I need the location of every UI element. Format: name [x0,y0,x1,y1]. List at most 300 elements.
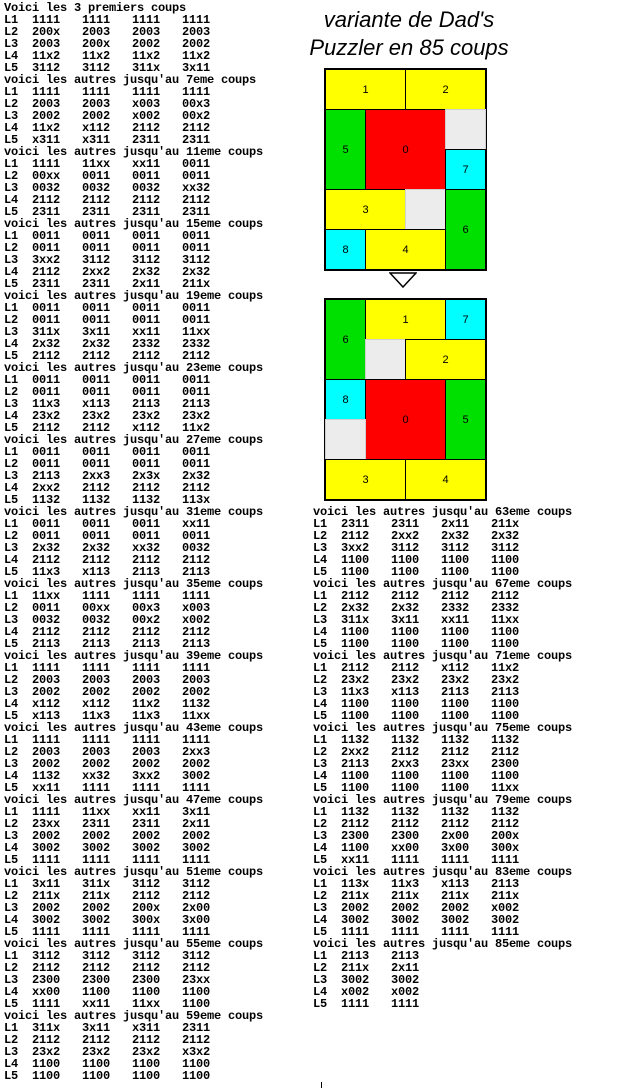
row-state: 11xx [82,805,111,819]
row-state: 3112 [441,541,470,555]
block-header: voici les autres jusqu'au 39eme coups [4,649,264,663]
row-state: 3x11 [82,1021,111,1035]
row-state: 2300 [341,829,370,843]
row-state: x112 [82,121,111,135]
row-state: 1111 [182,781,211,795]
row-state: 1100 [341,841,370,855]
row-state: 2112 [182,553,211,567]
row-state: 2003 [32,673,61,687]
row-state: 0032 [82,181,111,195]
row-label: L5 [313,997,328,1011]
row-state: 2x32 [491,529,520,543]
row-state: 11x2 [491,661,520,675]
row-label: L4 [4,337,19,351]
row-state: 2x32 [32,541,61,555]
row-label: L3 [4,757,19,771]
row-state: 311x [82,877,111,891]
row-state: 1111 [82,13,111,27]
row-label: L1 [4,445,19,459]
row-state: 11x3 [391,877,420,891]
row-state: 311x [341,613,370,627]
row-state: 11x2 [182,421,211,435]
row-state: 0011 [82,301,111,315]
row-label: L5 [4,421,19,435]
row-state: 2002 [132,829,161,843]
row-state: 2x11 [391,961,420,975]
row-state: 0011 [132,445,161,459]
row-state: 2112 [82,1033,111,1047]
row-state: 311x [132,61,161,75]
row-label: L4 [313,913,328,927]
row-label: L3 [4,109,19,123]
row-state: x112 [82,697,111,711]
row-state: 2x32 [182,469,211,483]
row-label: L5 [313,925,328,939]
move-block [4,1010,263,1082]
row-state: 3x11 [32,877,61,891]
row-label: L3 [313,685,328,699]
move-block [4,434,263,506]
row-label: L2 [313,745,328,759]
row-state: 2112 [391,745,420,759]
row-state: 1100 [491,553,520,567]
row-state: 2002 [132,685,161,699]
row-state: 00xx [82,601,111,615]
row-state: 2311 [82,277,111,291]
row-state: 2113 [182,397,211,411]
row-label: L2 [4,1033,19,1047]
row-label: L1 [4,373,19,387]
row-state: 3x11 [182,61,211,75]
row-state: 1111 [32,13,61,27]
row-label: L2 [4,961,19,975]
row-label: L1 [313,805,328,819]
row-label: L2 [313,961,328,975]
row-state: 1132 [32,769,61,783]
row-state: 3112 [182,877,211,891]
row-state: 1100 [391,697,420,711]
row-state: 0011 [132,373,161,387]
row-state: 0011 [32,529,61,543]
row-state: 0011 [132,301,161,315]
row-state: x002 [341,985,370,999]
row-state: 2112 [341,661,370,675]
board-start-position [324,68,487,271]
row-label: L2 [4,673,19,687]
row-state: 2002 [182,685,211,699]
block-header: voici les autres jusqu'au 7eme coups [4,73,257,87]
row-state: 1100 [341,781,370,795]
row-state: x003 [132,97,161,111]
row-state: 23x2 [341,673,370,687]
row-state: 3x00 [182,913,211,927]
row-state: 2xx2 [391,529,420,543]
row-state: 2003 [182,25,211,39]
row-state: 2002 [82,685,111,699]
row-state: 1100 [82,1069,111,1083]
piece-0: 0 [365,379,446,460]
row-label: L4 [4,481,19,495]
row-state: 2002 [341,901,370,915]
row-state: xx00 [32,985,61,999]
row-label: L1 [4,949,19,963]
row-state: 3002 [182,769,211,783]
row-state: 3002 [82,913,111,927]
row-state: 211x [441,889,470,903]
row-state: 2332 [441,601,470,615]
row-label: L5 [4,493,19,507]
row-state: 23xx [182,973,211,987]
row-state: 2113 [32,637,61,651]
row-label: L2 [313,817,328,831]
row-state: 3112 [182,253,211,267]
row-label: L4 [4,841,19,855]
row-state: 1100 [441,709,470,723]
row-state: 2112 [32,625,61,639]
block-header: voici les autres jusqu'au 19eme coups [4,289,264,303]
row-state: 1100 [441,553,470,567]
board-row-line [4,1070,263,1082]
row-state: 11x3 [341,685,370,699]
block-header: voici les autres jusqu'au 85eme coups [313,937,573,951]
row-state: 2xx3 [182,745,211,759]
row-state: 1100 [132,1069,161,1083]
row-label: L4 [4,193,19,207]
row-state: 1100 [441,565,470,579]
row-state: 1132 [491,805,520,819]
row-state: 0011 [82,385,111,399]
row-state: 3002 [182,841,211,855]
row-state: 300x [491,841,520,855]
row-state: 3112 [132,949,161,963]
move-block [4,650,263,722]
row-state: 0011 [82,517,111,531]
row-state: 23x2 [132,409,161,423]
row-state: 2112 [132,349,161,363]
row-label: L3 [4,37,19,51]
row-label: L2 [4,529,19,543]
row-state: 2311 [391,517,420,531]
row-state: 0011 [182,301,211,315]
move-block [313,650,572,722]
row-state: 2112 [491,589,520,603]
row-state: 1111 [132,925,161,939]
piece-6: 6 [325,299,366,380]
row-state: 23xx [441,757,470,771]
row-state: 2311 [182,205,211,219]
row-state: 3002 [82,841,111,855]
row-state: 1100 [391,781,420,795]
row-state: 0011 [82,457,111,471]
block-header: voici les autres jusqu'au 11eme coups [4,145,264,159]
row-state: x002 [491,901,520,915]
row-state: 11x2 [82,49,111,63]
page-title [298,6,520,62]
row-state: xx32 [132,541,161,555]
move-block [313,938,572,1010]
row-state: 0011 [182,229,211,243]
block-header: voici les autres jusqu'au 47eme coups [4,793,264,807]
row-state: 2112 [341,589,370,603]
row-state: 2311 [82,205,111,219]
row-label: L4 [4,625,19,639]
row-state: 1100 [391,709,420,723]
row-state: 2112 [132,1033,161,1047]
row-state: x113 [32,709,61,723]
row-state: 2112 [132,889,161,903]
move-block [4,362,263,434]
piece-5: 5 [445,379,486,460]
row-state: 3112 [82,253,111,267]
row-state: 2112 [441,745,470,759]
row-state: 1100 [391,565,420,579]
row-state: 1100 [391,769,420,783]
row-state: 2002 [32,109,61,123]
row-state: 113x [182,493,211,507]
row-state: 2002 [82,901,111,915]
row-state: 2xx2 [341,745,370,759]
row-label: L3 [4,1045,19,1059]
row-label: L4 [4,1057,19,1071]
row-state: 0011 [82,229,111,243]
row-state: 23x2 [391,673,420,687]
row-state: 2003 [32,37,61,51]
row-state: 3002 [32,841,61,855]
block-header: voici les autres jusqu'au 83eme coups [313,865,573,879]
row-state: 3002 [341,913,370,927]
row-state: 200x [132,901,161,915]
row-state: 1111 [182,853,211,867]
row-state: 2112 [182,481,211,495]
row-state: 3112 [132,877,161,891]
row-state: x113 [441,877,470,891]
row-label: L3 [313,541,328,555]
block-header: voici les autres jusqu'au 15eme coups [4,217,264,231]
row-state: 2x32 [132,265,161,279]
row-state: 1100 [441,781,470,795]
row-state: 1100 [491,625,520,639]
row-state: 2113 [491,877,520,891]
row-state: 1111 [491,853,520,867]
row-label: L3 [4,829,19,843]
row-state: 2113 [391,949,420,963]
row-state: 2112 [32,193,61,207]
row-state: 1111 [32,85,61,99]
row-label: L1 [313,733,328,747]
row-state: xx11 [132,157,161,171]
row-state: 2112 [82,553,111,567]
row-state: 1111 [32,733,61,747]
row-state: 0011 [32,301,61,315]
row-state: 11x3 [132,709,161,723]
row-state: 1100 [341,709,370,723]
row-state: 2300 [391,829,420,843]
row-state: 1111 [132,589,161,603]
row-state: 1111 [82,85,111,99]
row-state: 1132 [391,733,420,747]
empty-cell [325,419,366,460]
row-state: 2311 [32,277,61,291]
row-state: 1132 [441,805,470,819]
row-state: 0032 [32,181,61,195]
row-state: 2003 [82,673,111,687]
row-state: 3002 [132,841,161,855]
move-block [4,866,263,938]
row-state: 3002 [491,913,520,927]
row-label: L4 [313,625,328,639]
row-state: 1132 [491,733,520,747]
row-state: 1100 [391,637,420,651]
row-label: L2 [4,169,19,183]
row-label: L1 [4,229,19,243]
row-state: 3002 [341,973,370,987]
row-label: L3 [4,397,19,411]
row-state: 2112 [441,589,470,603]
block-header: voici les autres jusqu'au 27eme coups [4,433,264,447]
row-state: 1111 [132,13,161,27]
row-state: 211x [341,889,370,903]
row-state: 2xx2 [82,265,111,279]
row-state: 1111 [132,661,161,675]
row-state: 2113 [341,949,370,963]
row-state: 3112 [82,61,111,75]
row-state: 311x [32,325,61,339]
row-label: L4 [4,697,19,711]
row-label: L4 [4,265,19,279]
row-state: 0011 [182,385,211,399]
row-state: 2112 [182,121,211,135]
row-state: 1100 [132,985,161,999]
row-state: 1111 [182,13,211,27]
row-state: 211x [182,277,211,291]
row-label: L2 [4,889,19,903]
row-label: L2 [4,313,19,327]
row-state: 2003 [182,673,211,687]
move-block [4,578,263,650]
row-label: L2 [4,457,19,471]
title-line-1: variante de Dad's [323,7,495,32]
block-header: voici les autres jusqu'au 59eme coups [4,1009,264,1023]
row-state: 11xx [132,997,161,1011]
row-state: 2332 [491,601,520,615]
row-state: 1111 [182,925,211,939]
piece-2: 2 [405,339,486,380]
row-state: x113 [82,397,111,411]
row-state: 311x [32,1021,61,1035]
row-state: 0011 [182,445,211,459]
row-state: 2x00 [441,829,470,843]
row-label: L5 [4,565,19,579]
block-header: voici les autres jusqu'au 51eme coups [4,865,264,879]
piece-4: 4 [365,229,446,270]
piece-4: 4 [405,459,486,500]
row-state: x113 [82,565,111,579]
move-block [313,578,572,650]
row-state: 1111 [132,781,161,795]
row-label: L1 [4,301,19,315]
row-state: 11xx [182,325,211,339]
row-state: 211x [82,889,111,903]
row-state: 11xx [491,613,520,627]
row-state: 2112 [132,481,161,495]
row-state: 1100 [32,1057,61,1071]
row-state: 200x [32,25,61,39]
row-label: L2 [313,889,328,903]
row-label: L2 [4,97,19,111]
row-state: x113 [391,685,420,699]
row-state: x311 [132,1021,161,1035]
row-state: 0011 [182,241,211,255]
row-state: 2112 [391,661,420,675]
row-state: 1100 [132,1057,161,1071]
row-label: L5 [4,205,19,219]
row-state: x112 [132,421,161,435]
row-label: L4 [313,553,328,567]
row-state: 1111 [182,85,211,99]
row-state: 1111 [82,661,111,675]
row-state: 2112 [82,625,111,639]
row-state: 2112 [32,1033,61,1047]
row-state: 00x3 [132,601,161,615]
row-state: 2003 [82,745,111,759]
row-label: L5 [4,781,19,795]
row-state: 1111 [82,781,111,795]
row-state: 2002 [82,109,111,123]
row-state: 1111 [82,853,111,867]
row-state: 0011 [32,373,61,387]
row-state: 1111 [491,925,520,939]
row-state: 2112 [82,421,111,435]
piece-0: 0 [365,109,446,190]
row-label: L5 [313,565,328,579]
row-state: 1100 [341,697,370,711]
row-state: 1100 [491,769,520,783]
row-state: 0011 [32,241,61,255]
row-state: 3x11 [182,805,211,819]
row-state: 3xx2 [341,541,370,555]
row-state: 2002 [32,901,61,915]
row-label: L5 [4,133,19,147]
row-state: 2112 [82,481,111,495]
row-state: 0011 [132,241,161,255]
row-label: L5 [4,349,19,363]
row-state: 0011 [82,529,111,543]
row-state: 0032 [32,613,61,627]
row-state: 3xx2 [132,769,161,783]
row-state: 1100 [441,769,470,783]
row-state: 1111 [82,589,111,603]
row-state: 0032 [132,181,161,195]
row-state: 3x11 [82,325,111,339]
row-state: 1100 [341,625,370,639]
row-label: L5 [313,853,328,867]
row-state: 2x00 [182,901,211,915]
row-label: L2 [313,529,328,543]
row-state: 2xx2 [32,481,61,495]
board-final-position [324,298,487,501]
row-state: 1111 [132,853,161,867]
row-state: 3xx2 [32,253,61,267]
row-state: 2311 [182,1021,211,1035]
row-label: L1 [4,589,19,603]
row-state: 1100 [491,637,520,651]
row-state: 0011 [132,517,161,531]
row-state: 1111 [32,661,61,675]
piece-1: 1 [365,299,446,340]
row-state: 23x2 [32,1045,61,1059]
row-state: 2311 [32,205,61,219]
row-state: 11x2 [182,49,211,63]
